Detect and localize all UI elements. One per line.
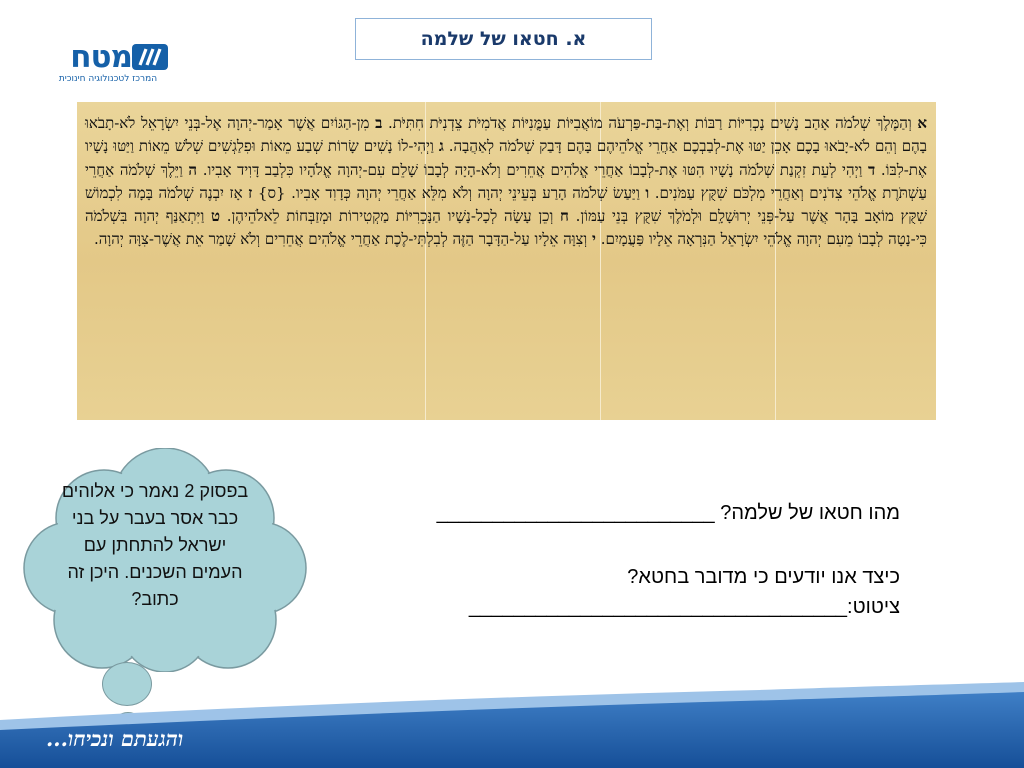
logo-name: מטח xyxy=(70,39,132,75)
logo-subtitle: המרכז לטכנולוגיה חינוכית xyxy=(58,74,158,84)
verse-number: ד xyxy=(868,160,876,179)
matach-logo xyxy=(50,40,170,90)
verse-text: אָז יִבְנֶה שְׁלֹמֹה בָּמָה לִכְמוֹשׁ שִׁקֻּץ מוֹאָב בָּהָר אֲשֶׁר עַל-פְּנֵי יְרוּשָׁלִָם וּלְמֹלֶךְ שִׁקֻּץ בְּנֵי עַמּוֹן. xyxy=(85,183,927,226)
verse-number: י xyxy=(592,230,596,249)
verse-number: ה xyxy=(188,160,198,179)
slide-title: א. חטאו של שלמה xyxy=(355,18,652,60)
verse-text: וְצִוָּה אֵלָיו עַל-הַדָּבָר הַזֶּה לְבִלְתִּי-לֶכֶת אַחֲרֵי אֱלֹהִים אֲחֵרִים וְלֹא שָׁמַר אֵת אֲשֶׁר-צִוָּה יְהוָה. xyxy=(94,230,588,249)
verse-number: ו xyxy=(645,183,650,202)
verse-number: ז xyxy=(248,183,253,202)
footer-slogan: והגעתם ונכיחו... xyxy=(46,726,184,751)
logo-stripes-icon xyxy=(132,44,168,70)
question-sin: מהו חטאו של שלמה? _________________________ xyxy=(436,502,900,524)
verse-text: וְהַמֶּלֶךְ שְׁלֹמֹה אָהַב נָשִׁים נָכְרִיּוֹת רַבּוֹת וְאֶת-בַּת-פַּרְעֹה מוֹאֲבִיּוֹת עַמֳּנִיּוֹת אֲדֹמִיֹּת צֵדְנִיֹּת חִתִּיֹּת. xyxy=(387,114,912,132)
verse-text: וְכֵן עָשָׂה לְכָל-נָשָׁיו הַנָּכְרִיּוֹת מַקְטִירוֹת וּמְזַבְּחוֹת לֵאלֹהֵיהֶן. xyxy=(226,207,554,226)
verse-text: וַיְהִי לְעֵת זִקְנַת שְׁלֹמֹה נָשָׁיו הִטּוּ אֶת-לְבָבוֹ אַחֲרֵי אֱלֹהִים אֲחֵרִים וְלֹא-הָיָה לְבָבוֹ שָׁלֵם עִם-יְהוָה אֱלֹהָיו כִּלְבַב דָּוִיד אָבִיו. xyxy=(202,160,863,179)
verse-text: וַיִּתְאַנַּף יְהוָה בִּשְׁלֹמֹה כִּי-נָטָה לְבָבוֹ מֵעִם יְהוָה אֱלֹהֵי יִשְׂרָאֵל הַנִּרְאָה אֵלָיו פַּעֲמָיִם. xyxy=(85,207,927,249)
verse-number: ג xyxy=(438,137,444,156)
cloud-hint-text: בפסוק 2 נאמר כי אלוהים כבר אסר בעבר על בני ישראל להתחתן עם העמים השכנים. היכן זה כתוב? xyxy=(61,481,249,609)
verse-number: ח xyxy=(560,207,569,226)
verse-text: וַיֵּלֶךְ שְׁלֹמֹה אַחֲרֵי עַשְׁתֹּרֶת אֱלֹהֵי צִדֹנִים וְאַחֲרֵי מִלְכֹּם שִׁקֻּץ עַמֹּנִים. xyxy=(85,160,927,202)
question-how-known: כיצד אנו יודעים כי מדובר בחטא? xyxy=(627,566,900,588)
passage-text xyxy=(85,112,927,252)
footer-wave xyxy=(0,676,1024,768)
bible-passage-box xyxy=(77,102,936,420)
verse-text: מִן-הַגּוֹיִם אֲשֶׁר אָמַר-יְהוָה אֶל-בְּנֵי יִשְׂרָאֵל לֹא-תָבֹאוּ בָהֶם וְהֵם לֹא-יָבֹאוּ בָכֶם אָכֵן יַטּוּ אֶת-לְבַבְכֶם אַחֲרֵי אֱלֹהֵיהֶם בָּהֶם דָּבַק שְׁלֹמֹה לְאַהֲבָה. xyxy=(85,114,927,156)
verse-text: וַיְהִי-לוֹ נָשִׁים שָׂרוֹת שְׁבַע מֵאוֹת וּפִלַגְשִׁים שְׁלֹשׁ מֵאוֹת וַיַּטּוּ נָשָׁיו אֶת-לִבּוֹ. xyxy=(85,137,927,179)
verse-number: ט xyxy=(210,207,221,226)
question-citation: ציטוט:__________________________________ xyxy=(468,596,900,618)
verse-text: וַיַּעַשׂ שְׁלֹמֹה הָרַע בְּעֵינֵי יְהוָה וְלֹא מִלֵּא אַחֲרֵי יְהוָה כְּדָוִד אָבִיו. {ס} xyxy=(257,183,640,202)
verse-number: א xyxy=(917,114,927,132)
verse-number: ב xyxy=(375,114,383,132)
